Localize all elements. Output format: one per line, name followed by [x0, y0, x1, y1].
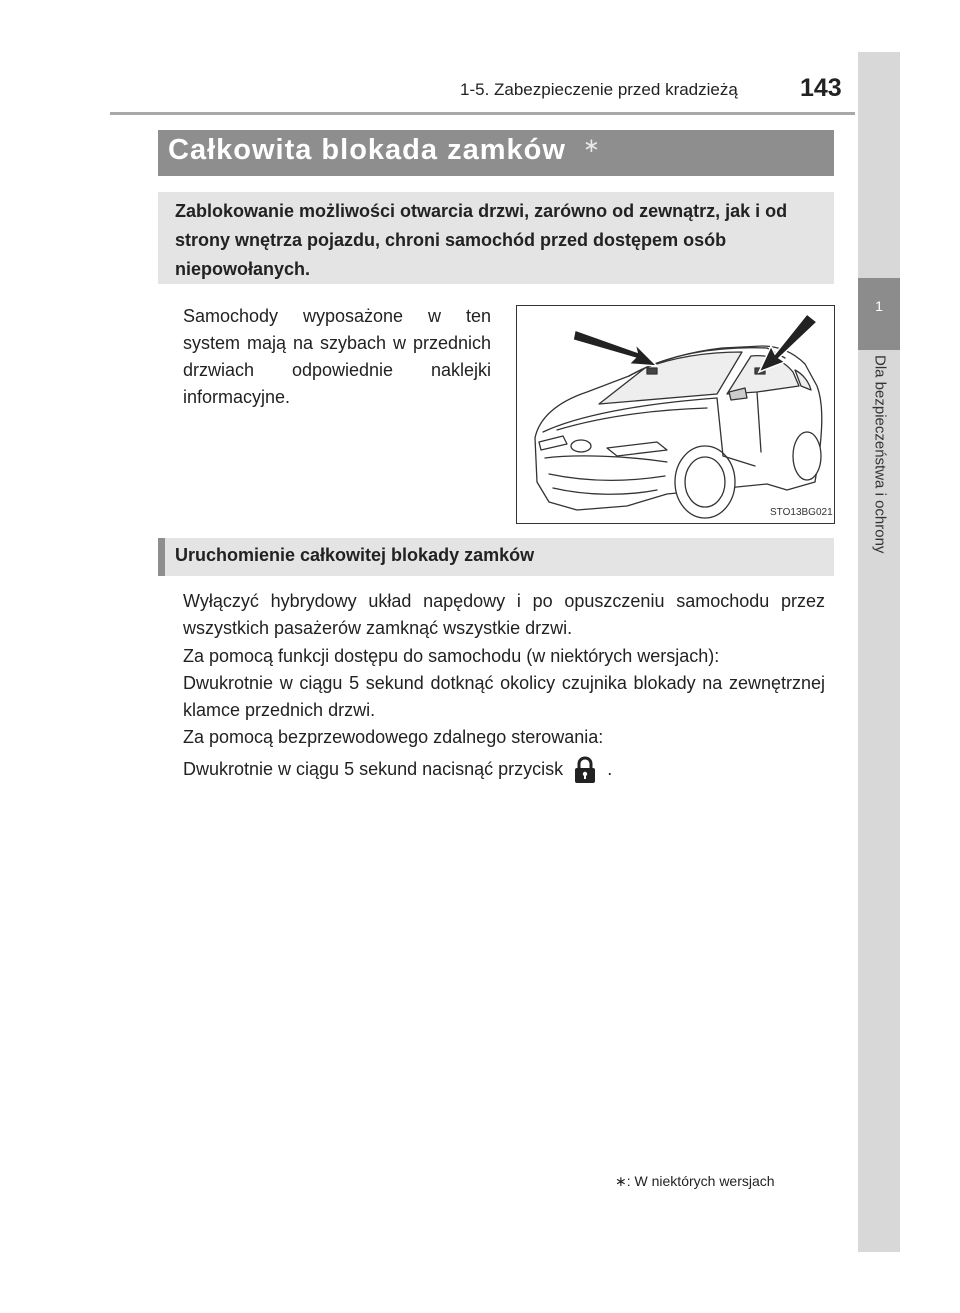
- chapter-number: 1: [875, 298, 883, 314]
- instruction-paragraph-1: Wyłączyć hybrydowy układ napędowy i po opuszczeniu samochodu przez wszystkich pasażerów zamknąć wszystkie drzwi.: [183, 591, 825, 638]
- section-title: Całkowita blokada zamków: [168, 134, 566, 166]
- instruction-remote-heading: Za pomocą bezprzewodowego zdalnego sterowania:: [183, 727, 604, 747]
- footnote-text: : W niektórych wersjach: [626, 1173, 775, 1189]
- instruction-remote-step: Dwukrotnie w ciągu 5 sekund nacisnąć przycisk: [183, 759, 564, 779]
- subsection-title: Uruchomienie całkowitej blokady zamków: [175, 545, 535, 565]
- intro-text: Zablokowanie możliwości otwarcia drzwi, zarówno od zewnątrz, jak i od strony wnętrza pojazdu, chroni samochód przed dostępem osób niepowołanych.: [175, 201, 788, 279]
- instruction-smart-entry-step: Dwukrotnie w ciągu 5 sekund dotknąć okolicy czujnika blokady na zewnętrznej klamce przednich drzwi.: [183, 673, 825, 720]
- page-number: 143: [800, 74, 842, 102]
- instruction-smart-entry-heading: Za pomocą funkcji dostępu do samochodu (w niektórych wersjach):: [183, 646, 720, 666]
- footnote: [615, 1173, 775, 1190]
- car-illustration: [516, 305, 835, 524]
- instruction-remote-step-end: .: [607, 759, 613, 779]
- car-drawing: [517, 306, 834, 523]
- instruction-paragraph-2: [183, 643, 825, 751]
- instruction-paragraph-3: [183, 756, 825, 784]
- header-divider: [110, 112, 855, 115]
- footnote-asterisk: ∗: [615, 1173, 627, 1189]
- body-paragraph: Samochody wyposażone w ten system mają na szybach w przednich drzwiach odpowiednie naklejki informacyjne.: [183, 306, 491, 407]
- chapter-number-tab: [858, 278, 900, 350]
- subsection-bar-accent: [158, 538, 165, 576]
- title-asterisk: ∗: [583, 135, 600, 157]
- chapter-title-vertical: [863, 355, 897, 655]
- header-section-title: 1-5. Zabezpieczenie przed kradzieżą: [460, 80, 738, 99]
- figure-code: STO13BG021: [770, 507, 833, 518]
- chapter-title: Dla bezpieczeństwa i ochrony: [871, 355, 889, 554]
- lock-icon: [572, 756, 598, 784]
